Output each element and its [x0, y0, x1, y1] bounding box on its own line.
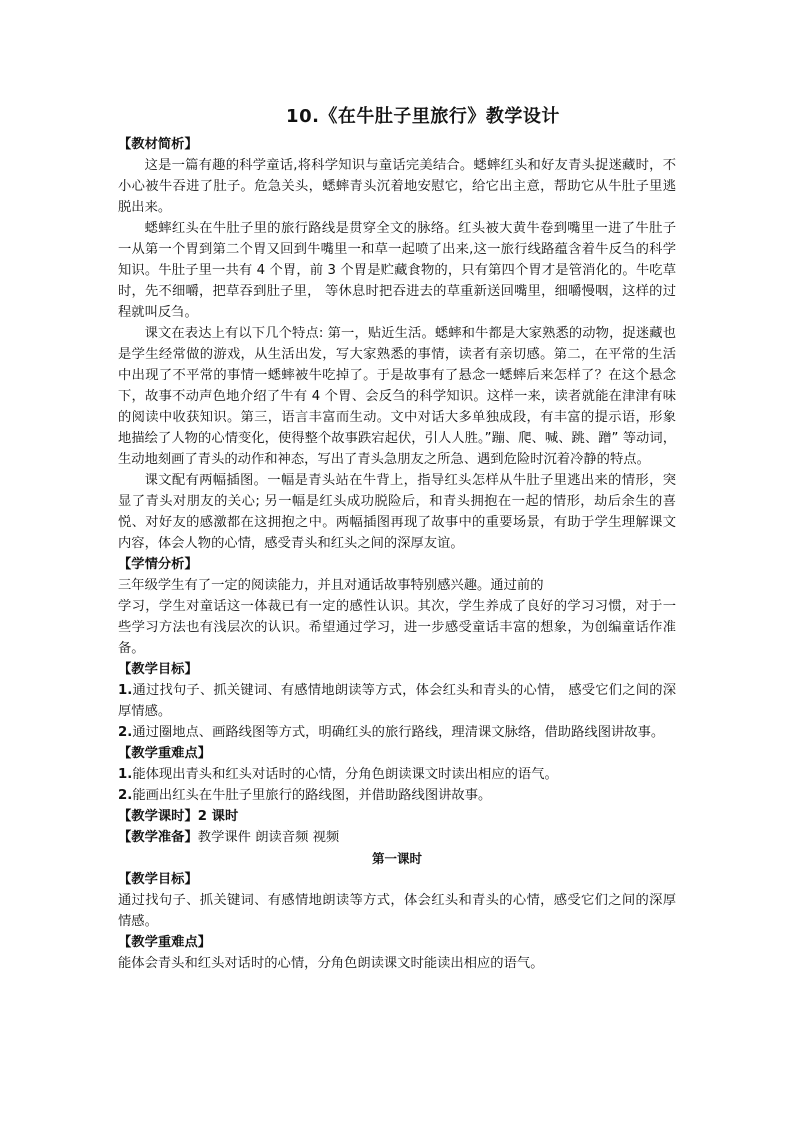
item-number: 1. [118, 767, 133, 782]
difficulty-item [118, 785, 676, 806]
paragraph: 三年级学生有了一定的阅读能力，并且对通话故事特别感兴趣。通过前的 [118, 578, 544, 593]
paragraph: 课文配有两幅插图。一幅是青头站在牛背上，指导红头怎样从牛肚子里逃出来的情形，突显了青头对朋友的关心; 另一幅是红头成功脱险后，和青头拥抱在一起的情形，劫后余生的喜悦、对好友的感激都在这拥抱之中。两幅插图再现了故事中的重要场景，有助于学生理解课文内容，体会人物的心情，感受青头和红头之间的深厚友谊。 [118, 473, 676, 551]
item-text: 通过找句子、抓关键词、有感情地朗读等方式，体会红头和青头的心情， 感受它们之间的深厚情感。 [118, 683, 676, 719]
section-heading-textbook-analysis: 【教材简析】 [118, 137, 198, 152]
class-hours-value: 2 课时 [197, 809, 239, 824]
paragraph: 蟋蟀红头在牛肚子里的旅行路线是贯穿全文的脉络。红头被大黄牛卷到嘴里一进了牛肚子一从第一个胃到第二个胃又回到牛嘴里一和草一起喷了出来,这一旅行线路蕴含着牛反刍的科学知识。牛肚子里一共有 4 个胃，前 3 个胃是贮藏食物的，只有第四个胃才是管消化的。牛吃草时，先不细嚼，把草吞到肚子里， 等休息时把吞进去的草重新送回嘴里，细嚼慢咽，这样的过程就叫反刍。 [118, 221, 676, 320]
section-heading-teaching-goals: 【教学目标】 [118, 662, 198, 677]
section-heading-first-lesson-goals: 【教学目标】 [118, 872, 198, 887]
paragraph: 通过找句子、抓关键词、有感情地朗读等方式，体会红头和青头的心情，感受它们之间的深厚情感。 [118, 893, 676, 929]
section-heading-class-hours: 【教学课时】 [118, 809, 198, 824]
difficulty-item [118, 764, 676, 785]
section-heading-preparation: 【教学准备】 [118, 830, 198, 845]
section-heading-key-difficulties: 【教学重难点】 [118, 746, 212, 761]
goal-item [118, 722, 676, 743]
document-title: 10.《在牛肚子里旅行》教学设计 [286, 106, 560, 127]
paragraph: 能体会青头和红头对话时的心情，分角色朗读课文时能读出相应的语气。 [118, 956, 544, 971]
paragraph: 学习，学生对童话这一体裁已有一定的感性认识。其次，学生养成了良好的学习习惯，对于一些学习方法也有浅层次的认识。希望通过学习，进一步感受童话丰富的想象，为创编童话作准备。 [118, 599, 676, 656]
item-number: 1. [118, 683, 133, 698]
class-hours-line [118, 806, 676, 827]
item-number: 2. [118, 788, 133, 803]
paragraph: 课文在表达上有以下几个特点: 第一，贴近生活。蟋蟀和牛都是大家熟悉的动物，捉迷藏也是学生经常做的游戏，从生活出发，写大家熟悉的事情，读者有亲切感。第二，在平常的生活中出现了不平常的事情一蟋蟀被牛吃掉了。于是故事有了悬念一蟋蟀后来怎样了？在这个悬念下，故事不动声色地介绍了牛有 4 个胃、会反刍的科学知识。这样一来，读者就能在津津有味的阅读中收获知识。第三，语言丰富而生动。文中对话大多单独成段，有丰富的提示语，形象地描绘了人物的心情变化，使得整个故事跌宕起伏，引人人胜。”蹦、爬、喊、跳、蹭” 等动词，生动地刻画了青头的动作和神态，写出了青头急朋友之所急、遇到危险时沉着冷静的特点。 [118, 326, 676, 467]
section-heading-first-lesson-difficulty: 【教学重难点】 [118, 935, 212, 950]
paragraph: 这是一篇有趣的科学童话,将科学知识与童话完美结合。蟋蟀红头和好友青头捉迷藏时，不小心被牛吞进了肚子。危急关头，蟋蟀青头沉着地安慰它，给它出主意，帮助它从牛肚子里逃脱出来。 [118, 158, 676, 215]
item-number: 2. [118, 725, 133, 740]
section-heading-student-analysis: 【学情分析】 [118, 557, 198, 572]
preparation-value: 教学课件 朗读音频 视频 [197, 830, 340, 845]
goal-item [118, 680, 676, 722]
first-lesson-title: 第一课时 [371, 851, 422, 866]
item-text: 通过圈地点、画路线图等方式，明确红头的旅行路线，理清课文脉络，借助路线图讲故事。 [132, 725, 665, 740]
document-page [118, 104, 676, 974]
item-text: 能体现出青头和红头对话时的心情，分角色朗读课文时读出相应的语气。 [132, 767, 558, 782]
preparation-line [118, 827, 676, 848]
item-text: 能画出红头在牛肚子里旅行的路线图，并借助路线图讲故事。 [132, 788, 492, 803]
